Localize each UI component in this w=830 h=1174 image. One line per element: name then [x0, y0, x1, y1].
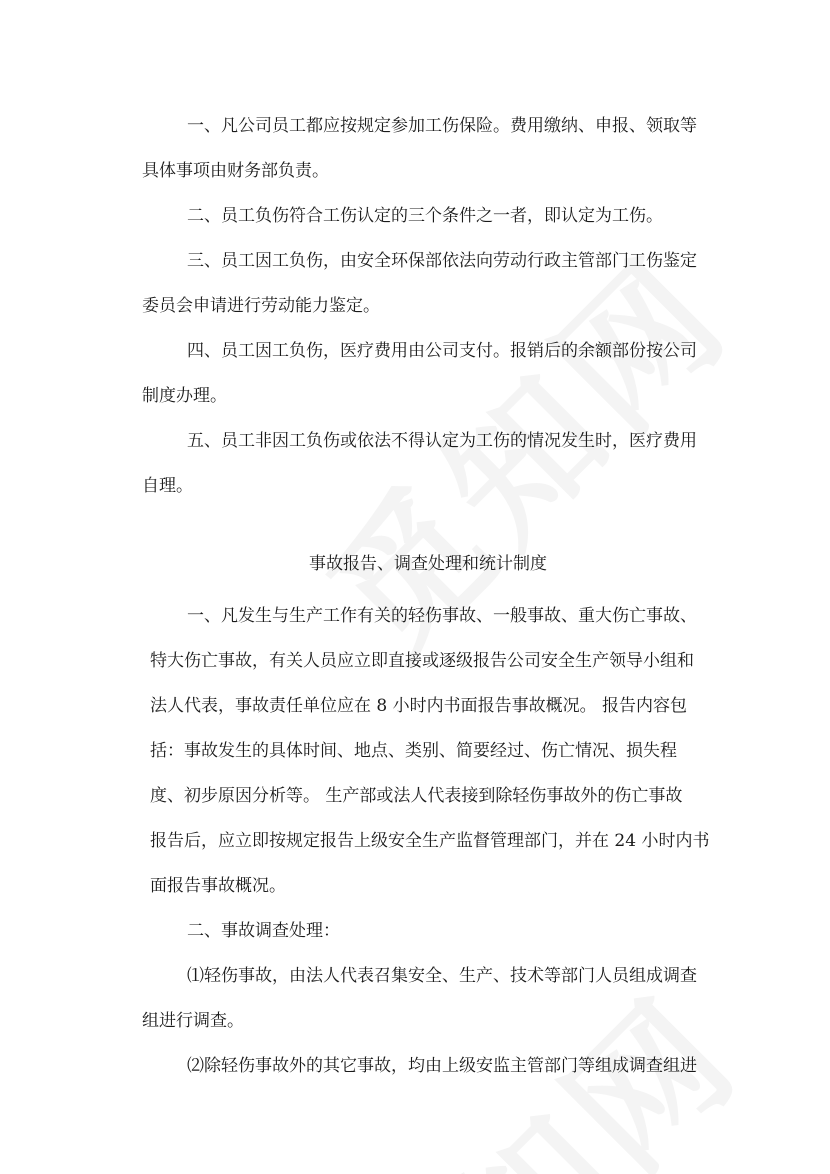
- text-line: 括：事故发生的具体时间、地点、类别、简要经过、伤亡情况、损失程: [150, 741, 677, 761]
- text-line: 报告后，应立即按规定报告上级安全生产监督管理部门，并在 24 小时内书: [150, 831, 710, 851]
- text-line: 四、员工因工负伤，医疗费用由公司支付。报销后的余额部份按公司: [187, 341, 697, 361]
- paragraph: [142, 954, 698, 1044]
- paragraph: [142, 419, 698, 509]
- paragraph: [142, 104, 698, 194]
- text-line: 一、凡发生与生产工作有关的轻伤事故、一般事故、重大伤亡事故、: [187, 606, 697, 626]
- text-line: 度、初步原因分析等。 生产部或法人代表接到除轻伤事故外的伤亡事故: [150, 786, 683, 806]
- paragraph: [150, 594, 710, 909]
- text-line: 特大伤亡事故，有关人员应立即直接或逐级报告公司安全生产领导小组和: [150, 651, 694, 671]
- text-line: 自理。: [142, 476, 193, 496]
- paragraph: [142, 239, 698, 329]
- paragraph: [150, 194, 698, 239]
- section-title: 事故报告、调查处理和统计制度: [309, 554, 547, 574]
- document-body: [142, 104, 710, 1089]
- text-line: 组进行调查。: [142, 1011, 244, 1031]
- text-line: 具体事项由财务部负责。: [142, 161, 329, 181]
- text-line: 二、员工负伤符合工伤认定的三个条件之一者，即认定为工伤。: [187, 206, 663, 226]
- paragraph: [150, 909, 698, 954]
- text-line: 二、事故调查处理：: [187, 921, 340, 941]
- text-line: 三、员工因工负伤，由安全环保部依法向劳动行政主管部门工伤鉴定: [187, 251, 697, 271]
- text-line: 委员会申请进行劳动能力鉴定。: [142, 296, 380, 316]
- paragraph: [150, 1044, 698, 1089]
- text-line: 制度办理。: [142, 386, 227, 406]
- text-line: ⑵除轻伤事故外的其它事故，均由上级安监主管部门等组成调查组进: [187, 1056, 697, 1076]
- text-line: 五、员工非因工负伤或依法不得认定为工伤的情况发生时，医疗费用: [187, 431, 697, 451]
- text-line: ⑴轻伤事故，由法人代表召集安全、生产、技术等部门人员组成调查: [187, 966, 697, 986]
- text-line: 面报告事故概况。: [150, 876, 286, 896]
- text-line: 法人代表，事故责任单位应在 8 小时内书面报告事故概况。 报告内容包: [150, 696, 688, 716]
- paragraph: [142, 329, 698, 419]
- section-gap: [150, 509, 698, 549]
- text-line: 一、凡公司员工都应按规定参加工伤保险。费用缴纳、申报、领取等: [187, 116, 697, 136]
